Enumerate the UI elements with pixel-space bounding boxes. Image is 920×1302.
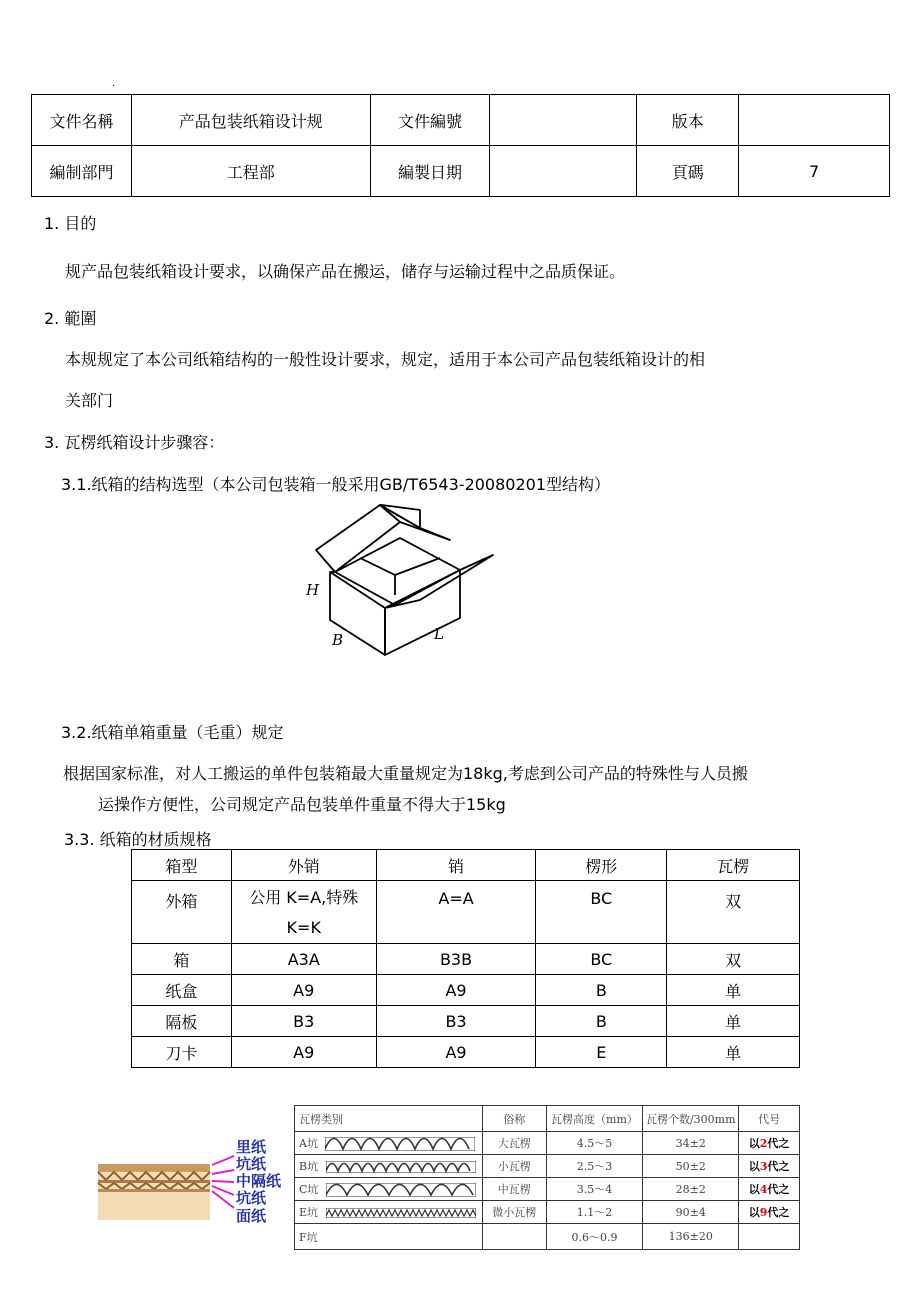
mat-cell: 纸盒	[132, 975, 232, 1006]
cor-height: 3.5～4	[546, 1178, 643, 1201]
file-no-label: 文件編號	[370, 95, 490, 146]
cor-header: 代号	[739, 1106, 800, 1132]
mat-cell: B	[536, 1006, 667, 1037]
cor-code-prefix: 以	[748, 1183, 760, 1196]
mat-cell: 单	[667, 975, 800, 1006]
cor-count: 28±2	[643, 1178, 739, 1201]
mat-cell: BC	[536, 944, 667, 975]
board-label-face: 面纸	[236, 1207, 267, 1225]
document-header-table	[31, 94, 890, 197]
mat-header: 销	[376, 850, 536, 881]
stray-dot: .	[112, 78, 116, 89]
cor-code-prefix: 以	[748, 1137, 760, 1150]
mat-cell: 公用 K=A,特殊 K=K	[231, 881, 376, 944]
mat-header: 楞形	[536, 850, 667, 881]
page-label: 頁碼	[637, 146, 739, 197]
cor-name: 微小瓦楞	[482, 1201, 546, 1224]
dept-value: 工程部	[131, 146, 370, 197]
section-3-3-title: 3.3. 纸箱的材质规格	[64, 830, 212, 849]
file-name-value: 产品包装纸箱设计规	[131, 95, 370, 146]
cor-count: 136±20	[643, 1224, 739, 1250]
cor-header: 瓦楞个数/300mm	[643, 1106, 739, 1132]
page-value: 7	[739, 146, 890, 197]
mat-cell: 双	[667, 944, 800, 975]
cor-count: 50±2	[643, 1155, 739, 1178]
mat-cell: A9	[376, 975, 536, 1006]
cor-header: 瓦楞高度（mm）	[546, 1106, 643, 1132]
board-label-flute: 坑纸	[236, 1155, 267, 1173]
section-3-2-title: 3.2.纸箱单箱重量（毛重）规定	[61, 723, 284, 742]
version-value	[739, 95, 890, 146]
mat-header: 箱型	[132, 850, 232, 881]
corrugation-spec-table	[294, 1105, 800, 1250]
cor-code-suffix: 代之	[767, 1137, 790, 1150]
section-1-body: 规产品包装纸箱设计要求，以确保产品在搬运，储存与运输过程中之品质保证。	[65, 262, 626, 281]
carton-diagram	[300, 500, 500, 660]
mat-cell: A3A	[231, 944, 376, 975]
flute-a-icon	[325, 1137, 475, 1151]
mat-cell: A9	[231, 1037, 376, 1068]
section-2-body-line2: 关部门	[65, 391, 114, 410]
mat-header: 瓦楞	[667, 850, 800, 881]
cor-code-suffix: 代之	[767, 1160, 790, 1173]
section-3-2-body-line2: 运操作方便性，公司规定产品包装单件重量不得大于15kg	[98, 795, 506, 814]
cor-height: 0.6～0.9	[546, 1224, 643, 1250]
flute-b-icon	[326, 1161, 476, 1173]
mat-header: 外销	[231, 850, 376, 881]
mat-cell: 隔板	[132, 1006, 232, 1037]
material-spec-table	[131, 849, 800, 1068]
cor-height: 2.5～3	[546, 1155, 643, 1178]
cor-type: F坑	[299, 1230, 318, 1244]
section-2-body-line1: 本规规定了本公司纸箱结构的一般性设计要求，规定，适用于本公司产品包装纸箱设计的相	[65, 350, 706, 369]
mat-cell: 刀卡	[132, 1037, 232, 1068]
cor-code-number: 9	[759, 1206, 768, 1219]
mat-cell: B	[536, 975, 667, 1006]
mat-cell: B3B	[376, 944, 536, 975]
section-3-1-title: 3.1.纸箱的结构选型（本公司包装箱一般采用GB/T6543-20080201型结构）	[61, 475, 611, 494]
cor-count: 34±2	[643, 1132, 739, 1155]
board-label-flute-2: 坑纸	[236, 1189, 267, 1207]
file-no-value	[490, 95, 637, 146]
cor-name: 小瓦楞	[482, 1155, 546, 1178]
box-height-label: H	[306, 581, 320, 599]
cor-code-number: 2	[759, 1137, 768, 1150]
section-1-title: 1. 目的	[44, 214, 97, 233]
version-label: 版本	[637, 95, 739, 146]
cor-code-suffix: 代之	[767, 1183, 790, 1196]
mat-cell: 箱	[132, 944, 232, 975]
file-name-label: 文件名稱	[32, 95, 132, 146]
mat-cell: BC	[536, 881, 667, 944]
cor-code-suffix: 代之	[767, 1206, 790, 1219]
flute-e-icon	[326, 1208, 476, 1218]
cor-name	[482, 1224, 546, 1250]
dept-label: 編制部門	[32, 146, 132, 197]
section-3-title: 3. 瓦楞纸箱设计步骤容：	[44, 433, 225, 452]
mat-cell: 单	[667, 1037, 800, 1068]
mat-cell: 外箱	[132, 881, 232, 944]
section-2-title: 2. 範圍	[44, 309, 97, 328]
cor-code-number: 4	[759, 1183, 768, 1196]
mat-cell: E	[536, 1037, 667, 1068]
board-label-middle: 中隔纸	[236, 1172, 282, 1190]
mat-cell: A9	[376, 1037, 536, 1068]
cor-type: B坑	[299, 1160, 319, 1173]
mat-cell: B3	[376, 1006, 536, 1037]
cor-code-prefix: 以	[748, 1160, 760, 1173]
mat-cell: 双	[667, 881, 800, 944]
board-label-liner: 里纸	[236, 1138, 267, 1156]
cor-type: C坑	[299, 1183, 319, 1196]
mat-cell: B3	[231, 1006, 376, 1037]
cor-type: A坑	[299, 1137, 318, 1150]
box-breadth-label: B	[332, 631, 344, 649]
mat-cell: 单	[667, 1006, 800, 1037]
cor-count: 90±4	[643, 1201, 739, 1224]
flute-c-icon	[326, 1183, 476, 1197]
cor-height: 1.1～2	[546, 1201, 643, 1224]
mat-cell: A9	[231, 975, 376, 1006]
section-3-2-body-line1: 根据国家标准，对人工搬运的单件包装箱最大重量规定为18kg,考虑到公司产品的特殊性与人员搬	[63, 764, 748, 783]
box-length-label: L	[434, 625, 444, 643]
cor-header: 瓦楞类别	[295, 1106, 483, 1132]
cor-name: 中瓦楞	[482, 1178, 546, 1201]
cor-height: 4.5～5	[546, 1132, 643, 1155]
cor-code-number: 3	[759, 1160, 768, 1173]
mat-cell: A=A	[376, 881, 536, 944]
date-value	[490, 146, 637, 197]
cor-header: 俗称	[482, 1106, 546, 1132]
cor-type: E坑	[299, 1206, 319, 1219]
cor-code-prefix: 以	[748, 1206, 760, 1219]
date-label: 編製日期	[370, 146, 490, 197]
cor-name: 大瓦楞	[482, 1132, 546, 1155]
